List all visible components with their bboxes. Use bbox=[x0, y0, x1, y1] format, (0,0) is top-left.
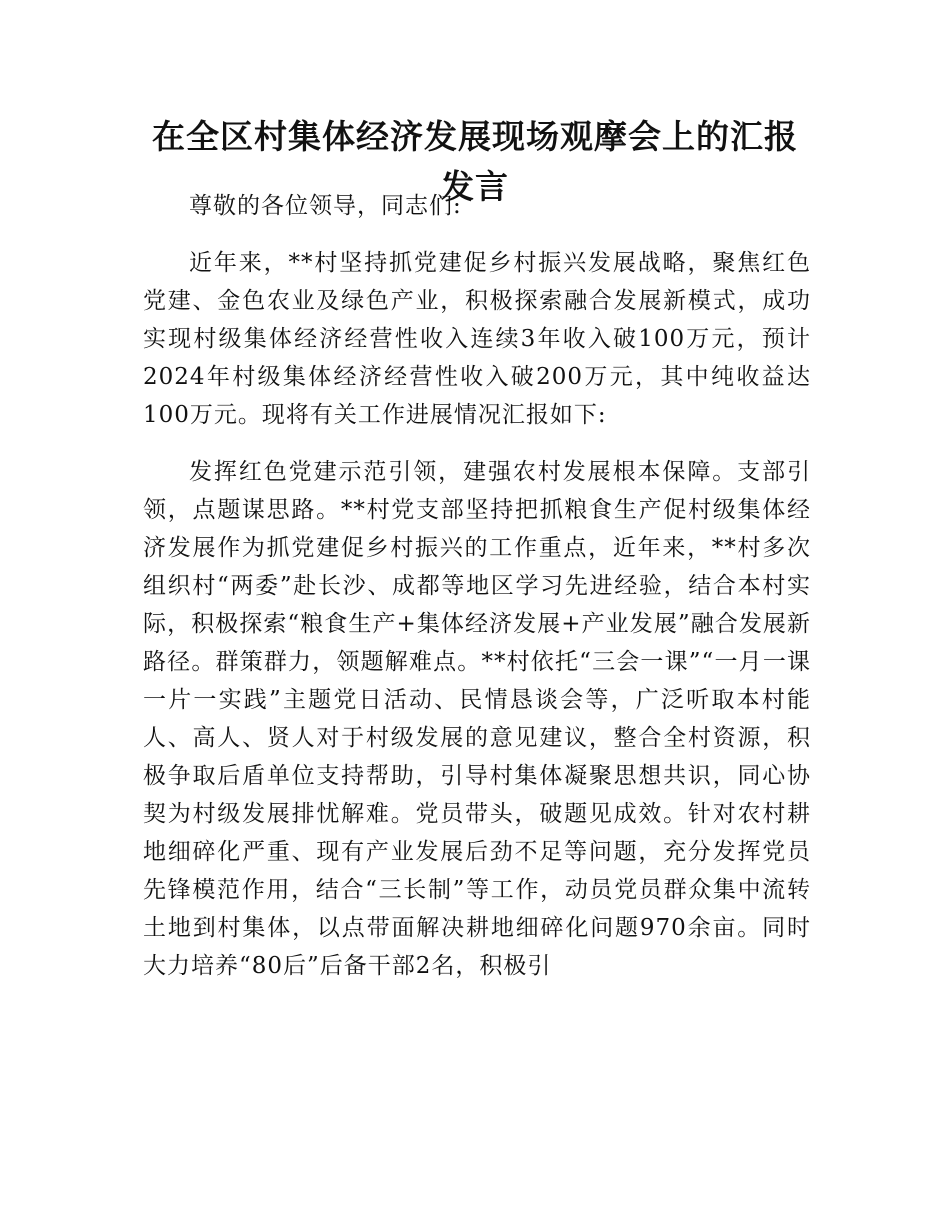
document-title: 在全区村集体经济发展现场观摩会上的汇报发言 bbox=[152, 117, 798, 206]
paragraph-party-building: 发挥红色党建示范引领，建强农村发展根本保障。支部引领，点题谋思路。**村党支部坚持把抓粮食生产促村级集体经济发展作为抓党建促乡村振兴的工作重点，近年来，**村多次组织村“两委”赴长沙、成都等地区学习先进经验，结合本村实际，积极探索“粮食生产+集体经济发展+产业发展”融合发展新路径。群策群力，领题解难点。**村依托“三会一课”“一月一课一片一实践”主题党日活动、民情恳谈会等，广泛听取本村能人、高人、贤人对于村级发展的意见建议，整合全村资源，积极争取后盾单位支持帮助，引导村集体凝聚思想共识，同心协契为村级发展排忧解难。党员带头，破题见成效。针对农村耕地细碎化严重、现有产业发展后劲不足等问题，充分发挥党员先锋模范作用，结合“三长制”等工作，动员党员群众集中流转土地到村集体，以点带面解决耕地细碎化问题970余亩。同时大力培养“80后”后备干部2名，积极引 bbox=[143, 459, 811, 979]
document-body bbox=[143, 187, 811, 985]
paragraph-intro: 近年来，**村坚持抓党建促乡村振兴发展战略，聚焦红色党建、金色农业及绿色产业，积极探索融合发展新模式，成功实现村级集体经济经营性收入连续3年收入破100万元，预计2024年村级集体经济经营性收入破200万元，其中纯收益达100万元。现将有关工作进展情况汇报如下: bbox=[143, 250, 811, 428]
salutation: 尊敬的各位领导，同志们: bbox=[189, 193, 462, 219]
